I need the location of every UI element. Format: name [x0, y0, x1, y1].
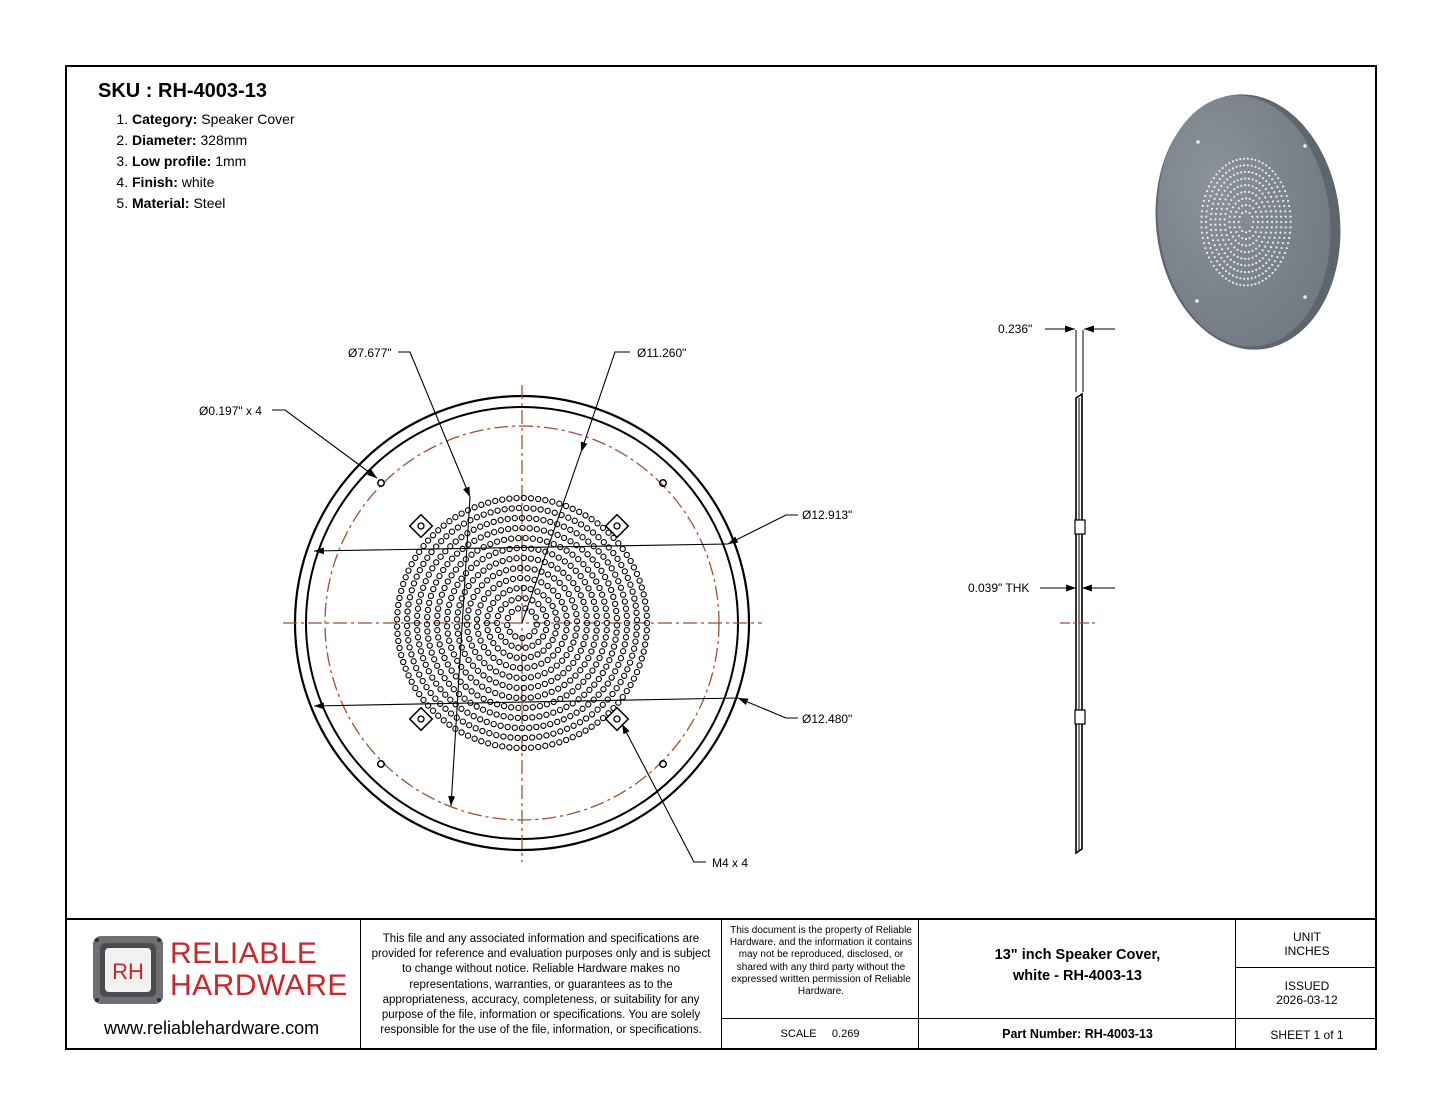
dim-label-12480: Ø12.480" [802, 712, 853, 726]
issued-field: ISSUED 2026-03-12 [1276, 979, 1338, 1007]
side-boss [1075, 520, 1085, 534]
mount-hole [378, 761, 384, 767]
front-view [283, 385, 762, 862]
m4-boss [606, 515, 629, 538]
sku-title: SKU : RH-4003-13 [98, 80, 267, 102]
dim-label-12913: Ø12.913" [802, 508, 853, 522]
m4-boss [410, 515, 433, 538]
disclaimer-text: This file and any associated information and specifications are provided for reference and evaluation purposes only and is subject to change without notice. Reliable Hardware makes no representations, warranties, or guarantees as to the appropriateness, accuracy, completeness, or suitability for any purpose of the file, information or specifications. You are solely responsible for the use of the file, information, or specifications. [371, 933, 711, 1037]
spec-item-category: 1. Category: Speaker Cover [132, 109, 295, 130]
spec-item-material: 5. Material: Steel [132, 193, 295, 214]
side-boss [1075, 710, 1085, 724]
dim-label-thickness: 0.039" THK [968, 581, 1030, 595]
mount-hole [660, 761, 666, 767]
scale-field: SCALE 0.269 [780, 1028, 860, 1040]
property-notice: This document is the property of Reliable Hardware. and the information it contains may not be reproduced, disclosed, or shared with any third party without the expressed written permission of Reliable Hardware. [729, 925, 913, 998]
dimension-leaders [272, 352, 798, 862]
reliable-hardware-logo [92, 935, 164, 1005]
spec-item-diameter: 2. Diameter: 328mm [132, 130, 295, 151]
side-view [1040, 329, 1115, 853]
spec-item-low-profile: 3. Low profile: 1mm [132, 151, 295, 172]
sheet-field: SHEET 1 of 1 [1270, 1028, 1344, 1042]
part-number: Part Number: RH-4003-13 [1002, 1027, 1153, 1041]
logo-mark: RH [112, 959, 144, 984]
spec-item-finish: 4. Finish: white [132, 172, 295, 193]
mount-hole [378, 480, 384, 486]
logo-wordmark: RELIABLE HARDWARE [170, 937, 348, 1002]
isometric-render [1143, 85, 1353, 359]
dim-label-7677: Ø7.677" [348, 346, 392, 360]
dim-label-0197: Ø0.197" x 4 [199, 404, 262, 418]
dim-label-11260: Ø11.260" [637, 346, 687, 360]
unit-field: UNIT INCHES [1284, 930, 1330, 958]
dim-label-m4: M4 x 4 [712, 856, 749, 870]
website-url: www.reliablehardware.com [104, 1018, 320, 1038]
dim-label-0236: 0.236" [998, 322, 1033, 336]
drawing-title: 13" inch Speaker Cover, white - RH-4003-13 [994, 947, 1161, 984]
m4-boss [410, 708, 433, 731]
